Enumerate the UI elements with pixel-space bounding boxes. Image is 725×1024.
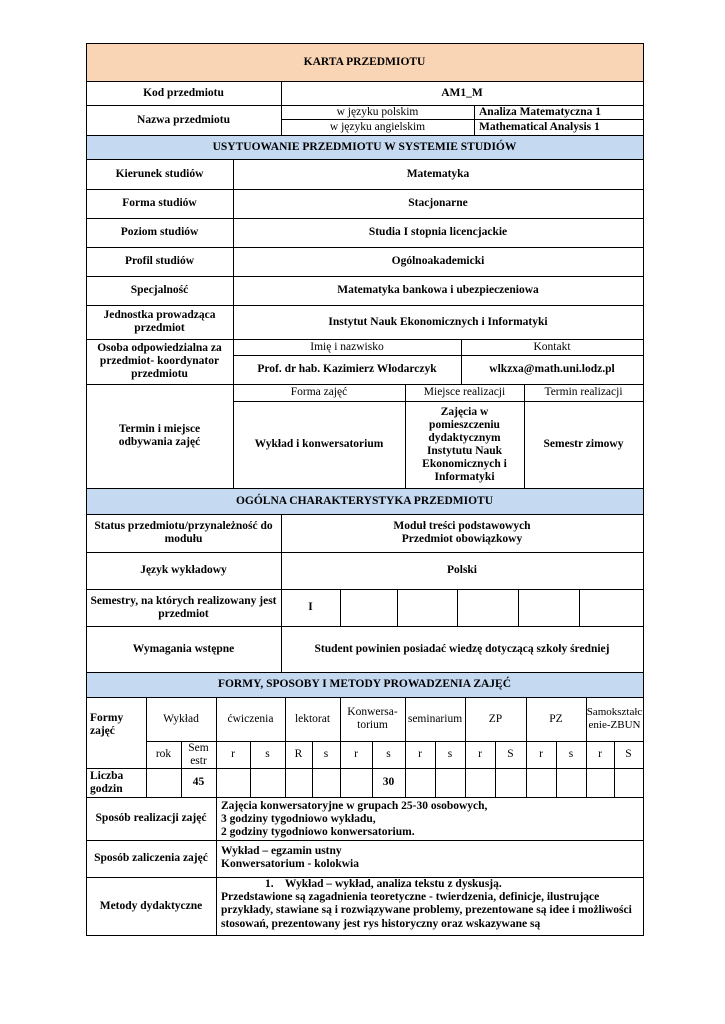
- formy-col-pz: PZ: [549, 712, 563, 725]
- formy-sub-5: s: [323, 748, 329, 760]
- nazwa-en-value: Mathematical Analysis 1: [479, 121, 600, 133]
- semestry-label: Semestry, na których realizowany jest przedmiot: [90, 594, 277, 620]
- wymagania-value: Student powinien posiadać wiedzę dotyczącą szkoły średniej: [314, 642, 610, 655]
- section-title-2: OGÓLNA CHARAKTERYSTYKA PRZEDMIOTU: [235, 494, 494, 507]
- metody-text: [217, 877, 643, 935]
- formy-sub-11: S: [507, 748, 514, 760]
- formy-sub-8: r: [418, 748, 422, 760]
- jezyk-value: Polski: [446, 564, 478, 576]
- metody-description: Przedstawione są zagadnienia teoretyczne - twierdzenia, definicje, ilustrujące przykłady, stawiane są i rozwiązywane problemy, prezentowane są idee i możliwości stosowań, prezentowany jest rys historyczny oraz wskazywane są: [221, 891, 632, 930]
- termin-col1: Forma zajęć: [290, 386, 348, 398]
- formy-sub-15: S: [625, 748, 632, 760]
- osoba-name: Prof. dr hab. Kazimierz Włodarczyk: [257, 363, 437, 375]
- formy-sub-0: rok: [155, 748, 172, 760]
- formy-sub-14: r: [598, 748, 602, 760]
- osoba-label: Osoba odpowiedzialna za przedmiot- koordynator przedmiotu: [97, 342, 222, 380]
- sposob-realizacji-line2: 3 godziny tygodniowo wykładu,: [221, 813, 376, 826]
- metody-item: 1. Wykład – wykład, analiza tekstu z dyskusją.: [265, 878, 502, 890]
- status-value: [281, 514, 643, 552]
- kod-value: AM1_M: [441, 86, 483, 99]
- formy-sub-13: s: [568, 748, 574, 760]
- formy-col-zp: ZP: [488, 712, 503, 725]
- section-title-3: FORMY, SPOSOBY I METODY PROWADZENIA ZAJĘĆ: [217, 678, 512, 690]
- termin-label: Termin i miejsce odbywania zajęć: [118, 423, 201, 448]
- osoba-contact: wlkzxa@math.uni.lodz.pl: [489, 363, 615, 375]
- sposob-zaliczenia-line2: Konwersatorium - kolokwia: [221, 858, 359, 871]
- formy-label: Formy zajęć: [90, 712, 124, 737]
- jednostka-label: Jednostka prowadząca przedmiot: [103, 309, 216, 334]
- osoba-name-label: Imię i nazwisko: [310, 340, 384, 353]
- section-title-1: USYTUOWANIE PRZEDMIOTU W SYSTEMIE STUDIÓW: [212, 140, 517, 153]
- card-title: KARTA PRZEDMIOTU: [303, 55, 426, 68]
- liczba-konwersatorium: 30: [382, 776, 395, 788]
- formy-sub-6: r: [354, 748, 358, 760]
- status-label: Status przedmiotu/przynależność do modułu: [94, 520, 273, 545]
- profil-label: Profil studiów: [124, 255, 195, 267]
- formy-sub-12: r: [539, 748, 543, 760]
- poziom-label: Poziom studiów: [120, 226, 199, 238]
- sposob-zaliczenia-line1: Wykład – egzamin ustny: [221, 845, 342, 857]
- formy-sub-3: s: [265, 748, 270, 760]
- sposob-zaliczenia-label: Sposób zaliczenia zajęć: [94, 852, 208, 864]
- formy-col-cwiczenia: ćwiczenia: [227, 712, 274, 725]
- termin-val1: Wykład i konwersatorium: [254, 438, 384, 450]
- liczba-wyklad: 45: [192, 776, 205, 788]
- nazwa-pl-label: w języku polskim: [336, 105, 419, 118]
- formy-sub-7: s: [386, 748, 391, 760]
- jezyk-label: Język wykładowy: [140, 564, 227, 576]
- liczba-godzin-label: Liczba godzin: [90, 769, 124, 795]
- status-line2: Przedmiot obowiązkowy: [401, 533, 523, 545]
- metody-label: Metody dydaktyczne: [99, 899, 203, 912]
- formy-col-konwersatorium: Konwersa-torium: [347, 706, 398, 731]
- sposob-realizacji-line1: Zajęcia konwersatoryjne w grupach 25-30 osobowych,: [221, 800, 488, 812]
- specjalnosc-label: Specjalność: [130, 284, 189, 296]
- semestry-value: I: [308, 601, 313, 613]
- sposob-realizacji-line3: 2 godziny tygodniowo konwersatorium.: [221, 826, 415, 839]
- wymagania-label: Wymagania wstępne: [132, 642, 235, 655]
- status-line1: Moduł treści podstawowych: [393, 520, 531, 532]
- forma-label: Forma studiów: [122, 197, 197, 209]
- formy-sub-1: Sem estr: [188, 741, 209, 767]
- nazwa-pl-value: Analiza Matematyczna 1: [479, 105, 601, 118]
- formy-sub-9: s: [447, 748, 453, 760]
- formy-col-wyklad: Wykład: [163, 712, 199, 725]
- formy-sub-10: r: [478, 748, 482, 760]
- nazwa-en-label: w języku angielskim: [329, 121, 426, 133]
- nazwa-label: Nazwa przedmiotu: [137, 113, 230, 126]
- termin-col3: Termin realizacji: [544, 386, 623, 398]
- formy-col-samoksztalcenie: Samokształcenie-ZBUN: [586, 706, 643, 731]
- termin-val2: Zajęcia w pomieszczeniu dydaktycznym Instytutu Nauk Ekonomicznych i Informatyki: [422, 405, 507, 483]
- kierunek-label: Kierunek studiów: [115, 167, 204, 180]
- termin-col2: Miejsce realizacji: [423, 386, 506, 398]
- sposob-zaliczenia-text: [217, 843, 643, 877]
- profil-value: Ogólnoakademicki: [391, 255, 485, 267]
- kod-label: Kod przedmiotu: [143, 86, 224, 99]
- osoba-contact-label: Kontakt: [533, 340, 571, 353]
- jednostka-value: Instytut Nauk Ekonomicznych i Informatyki: [328, 315, 548, 328]
- formy-sub-2: r: [231, 748, 235, 760]
- sposob-realizacji-label: Sposób realizacji zajęć: [95, 812, 207, 824]
- kierunek-value: Matematyka: [406, 167, 470, 180]
- formy-col-lektorat: lektorat: [294, 712, 331, 725]
- specjalnosc-value: Matematyka bankowa i ubezpieczeniowa: [337, 284, 539, 296]
- termin-val3: Semestr zimowy: [543, 438, 624, 450]
- formy-col-seminarium: seminarium: [407, 712, 463, 725]
- sposob-realizacji-text: [217, 798, 643, 840]
- poziom-value: Studia I stopnia licencjackie: [368, 226, 508, 238]
- formy-sub-4: R: [294, 748, 303, 760]
- forma-value: Stacjonarne: [408, 197, 468, 209]
